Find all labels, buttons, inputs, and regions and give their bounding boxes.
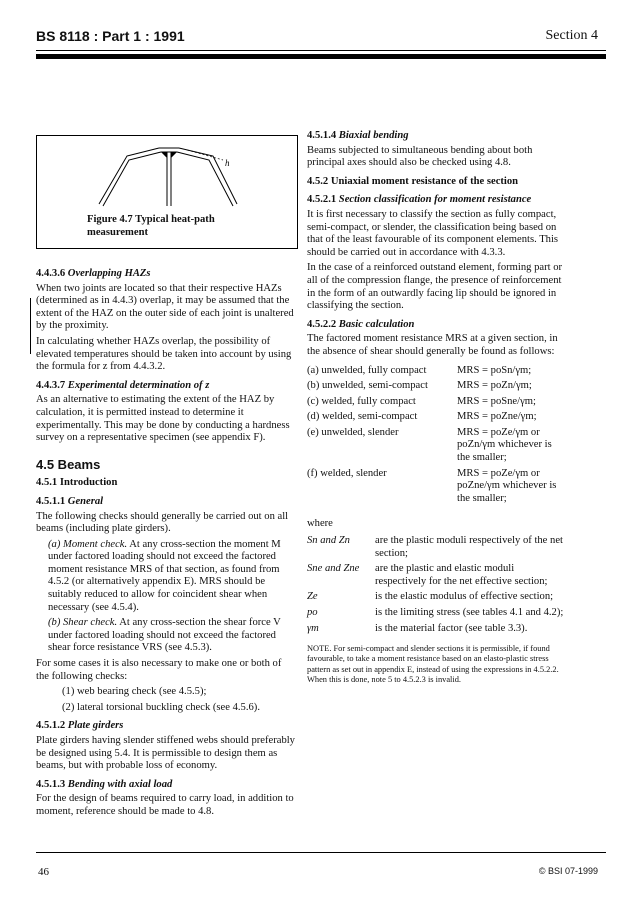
document-title: BS 8118 : Part 1 : 1991 [36, 28, 185, 44]
copyright: © BSI 07-1999 [538, 866, 598, 876]
case-row: (e) unwelded, slender MRS = poZe/γm or poZn/γm whichever is the smaller; [307, 426, 552, 464]
heading-4522: 4.5.2.2 Basic calculation [307, 318, 415, 330]
heading-4437: 4.4.3.7 Experimental determination of z [36, 379, 210, 391]
para-4521-1: It is first necessary to classify the section as fully compact, semi-compact, or slender, the classification being based on that of the least favourable of its component elements. This should be carried out in accordance with 4.3.3. [307, 208, 559, 258]
para-4436-2: In calculating whether HAZs overlap, the possibility of elevated temperatures should be taken into account by using the formula for z from 4.4.3.2. [36, 335, 292, 373]
para-4437-1: As an alternative to estimating the extent of the HAZ by calculation, it is permitted instead to determine it experimentally. This may be done by conducting a hardness survey on a representative specimen (see appendix F). [36, 394, 290, 444]
check-a: (a) Moment check. At any cross-section the moment M under factored loading should not exceed the factored moment resistance MRS of that section, as found from 4.5.2 (or alternatively appendix E). MRS should be suitably reduced to allow for coincident shear when necessary (see 4.5.4). [48, 538, 281, 613]
definition-row: po is the limiting stress (see tables 4.1 and 4.2); [307, 607, 564, 618]
definition-row: Ze is the elastic modulus of effective section; [307, 591, 554, 603]
case-row: (a) unwelded, fully compact MRS = poSn/γm; [307, 364, 532, 376]
header-rule-thick [36, 54, 606, 59]
heading-4511: 4.5.1.1 General [36, 495, 104, 507]
para-4511-2: For some cases it is also necessary to make one or both of the following checks: [36, 658, 282, 682]
heading-452: 4.5.2 Uniaxial moment resistance of the section [307, 175, 519, 187]
case-row: (d) welded, semi-compact MRS = poZne/γm; [307, 411, 537, 423]
page-number: 46 [38, 866, 49, 878]
figure-box [36, 135, 298, 249]
check-b: (b) Shear check. At any cross-section the shear force V under factored loading should not exceed the factored shear force resistance VRS (see 4.5.3). [48, 617, 281, 654]
symbol-definitions [307, 535, 567, 638]
case-row: (b) unwelded, semi-compact MRS = poZn/γm; [307, 380, 532, 392]
section-label: Section 4 [545, 28, 598, 43]
heading-4512: 4.5.1.2 Plate girders [36, 720, 124, 732]
footer-rule [36, 852, 606, 853]
para-4513: For the design of beams required to carry load, in addition to moment, reference should be made to 4.8. [36, 793, 294, 817]
left-column [36, 262, 296, 822]
check-2: (2) lateral torsional buckling check (see 4.5.6). [62, 701, 260, 713]
figure-caption: Figure 4.7 Typical heat-path measurement [87, 214, 215, 238]
case-row: (f) welded, slender MRS = poZe/γm or poZne/γm whichever is the smaller; [307, 467, 557, 504]
figure-label-h: h [225, 158, 230, 168]
heading-4436: 4.4.3.6 Overlapping HAZs [36, 268, 151, 279]
heat-path-diagram [37, 136, 297, 214]
heading-451: 4.5.1 Introduction [36, 477, 118, 489]
moment-resistance-table [307, 365, 567, 509]
definition-row: γm is the material factor (see table 3.3). [307, 622, 528, 634]
para-4436-1: When two joints are located so that their respective HAZs (determined as in 4.4.3) overlap, it may be assumed that the extent of the HAZ on the outer side of each joint is unaltered by the proximity. [36, 282, 294, 332]
header-rule-thin [36, 50, 606, 51]
note-text: NOTE. For semi-compact and slender sections it is permissible, if found favourable, to take a moment resistance based on an elasto-plastic stress pattern as set out in appendix E, instead of using the expressions in 4.5.2.2. When this is done, note 5 to 4.5.2.3 is invalid. [307, 644, 559, 684]
para-4511-1: The following checks should generally be carried out on all beams (including plate girders). [36, 510, 289, 535]
case-row: (c) welded, fully compact MRS = poSne/γm; [307, 395, 536, 407]
definition-row: Sn and Zn are the plastic moduli respectively of the net section; [307, 535, 563, 559]
check-1: (1) web bearing check (see 4.5.5); [62, 686, 207, 698]
para-4521-2: In the case of a reinforced outstand element, forming part or all of the compression flange, the presence of reinforcement in the form of an outwardly facing lip should be ignored in classifying the section. [307, 262, 563, 312]
heading-4514: 4.5.1.4 Biaxial bending [307, 130, 409, 141]
definition-row: Sne and Zne are the plastic and elastic moduli respectively for the net effective section; [307, 563, 548, 587]
heading-4521: 4.5.2.1 Section classification for moment resistance [307, 194, 532, 206]
where-label: where [307, 518, 333, 530]
para-4514: Beams subjected to simultaneous bending about both principal axes should also be checked using 4.8. [307, 144, 533, 169]
change-bar [30, 298, 31, 354]
para-4522: The factored moment resistance MRS at a given section, in the absence of shear should generally be found as follows: [307, 333, 558, 357]
heading-4513: 4.5.1.3 Bending with axial load [36, 778, 173, 790]
right-column [307, 130, 567, 688]
heading-45: 4.5 Beams [36, 456, 101, 472]
para-4512: Plate girders having slender stiffened webs should preferably be designed using 5.4. It is permissible to design them as beams, but with probable loss of economy. [36, 735, 295, 772]
